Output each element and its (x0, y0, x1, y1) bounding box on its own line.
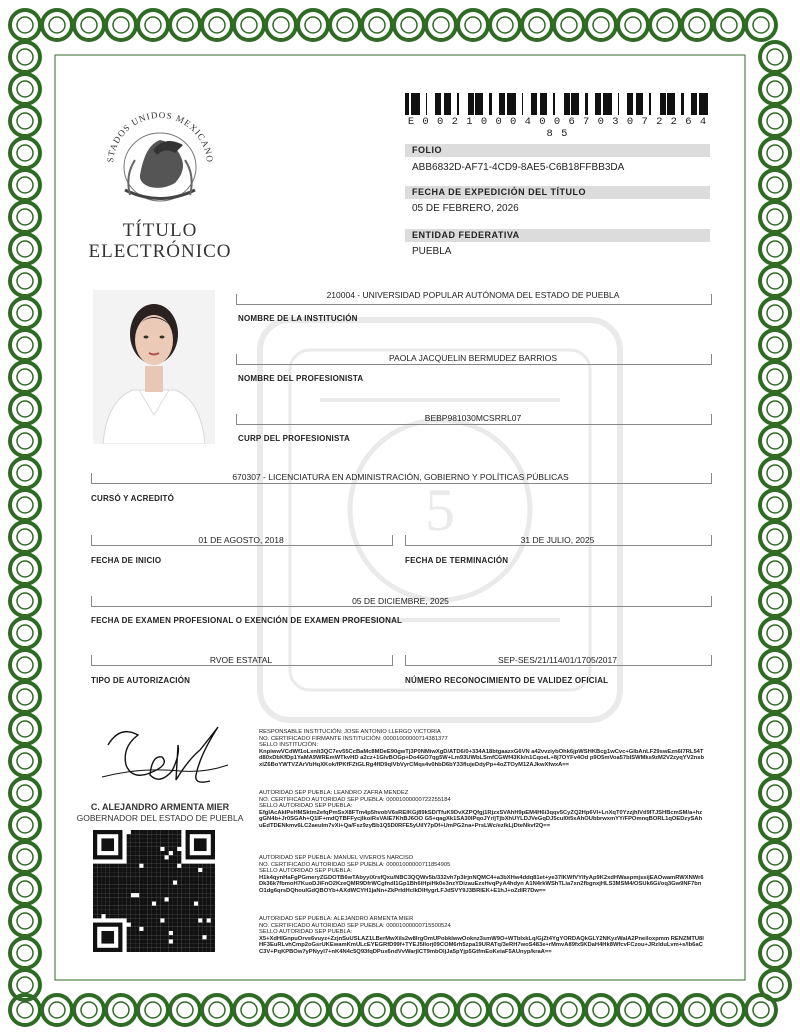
seal-line: AUTORIDAD SEP PUEBLA: MANUEL VIVEROS NARCISO (259, 855, 414, 861)
folio-value: ABB6832D-AF71-4CD9-8AE5-C6B18FFBB3DA (412, 162, 625, 173)
state-seal-watermark (230, 300, 650, 740)
profesionista-label: NOMBRE DEL PROFESIONISTA (238, 374, 364, 383)
watermark-number: 5 (425, 477, 455, 543)
curp-label: CURP DEL PROFESIONISTA (238, 434, 350, 443)
seal-hash: EfgIAcAkIPeHMSktm2efqPmSxX8FTm4p5hvobV6sREIKGj89kSD/TfuK9DvXZPQfgj1RjzxSVAhH9pEM4H6i3qqv5CyZQ2Hp6VI+LnXqT0YzzjhIVd9ITJSHBcmSM/a+hzgGN4b+Jr0SGAh+Q1IF+mdQTBFFycjIkoiRsVAlE7KhBJ6OO G5+qagXk1SA30lPqoJYr/jTjbXhUYLDJVeGqDJ5cuI0t5xAhOUbbrwxmYY/FPOmnqBORL1qOEDzySAhuEdTDENkmv6LC2aeuIm7vXi+Qa/Fsz9zyBb1Q5D0RFE5yUiIY7pDf+UmPG2na+PrsLWc/ezlkLjDteNkvf2Q== (259, 809, 703, 829)
digital-seal-block (259, 729, 705, 769)
firmante-name: C. ALEJANDRO ARMENTA MIER (90, 802, 230, 812)
institucion-value: 210004 - UNIVERSIDAD POPULAR AUTÓNOMA DEL ESTADO DE PUEBLA (326, 290, 620, 300)
qr-code (93, 830, 215, 952)
institucion-label: NOMBRE DE LA INSTITUCIÓN (238, 314, 358, 323)
rvoe-value: SEP-SES/21/114/01/1705/2017 (498, 655, 617, 665)
fecha-expedicion-value: 05 DE FEBRERO, 2026 (412, 203, 519, 214)
profesionista-value: PAOLA JACQUELIN BERMUDEZ BARRIOS (389, 353, 557, 363)
seal-line: SELLO AUTORIDAD SEP PUEBLA: (259, 868, 353, 875)
entidad-label: ENTIDAD FEDERATIVA (405, 229, 710, 242)
seal-line: SELLO INSTITUCIÓN: (259, 742, 318, 749)
fecha-examen-label: FECHA DE EXAMEN PROFESIONAL O EXENCIÓN DE EXAMEN PROFESIONAL (91, 616, 403, 625)
tipo-autorizacion-value: RVOE ESTATAL (209, 655, 273, 665)
seal-hash: KnpiwwVCdWf1oLxnIt3QC7ev55CcBaMc8MDeE90gwTj3P0NMiwXgD/ATD6/0+334A18btgaazxG6VN a42vvziybOhk6jpWSHKBcg1wCvc+GlbAnLF29swEzn6I7RL54Td80xDbKfDp1YaMA9WREmWTkvHD a2cz+1GlvBOGp+Do4GO7qg5W+Lm93UWbLSmfCGWf43Kk/n1CqoeL+8j7OYFv4Od p9O5mVoa57bISWMks9zM2V2zyqYV2nsbxlZ6BoYWTVZArVbHqXKok/fPKfFZtGLRg4fID9qlVbVyrCMqs4v0hbD6bY33flujeDdyPp+4oZTOyM12AJkwXfwxA== (259, 748, 705, 768)
seal-line: NO. CERTIFICADO AUTORIDAD SEP PUEBLA: 00001000000715500524 (259, 922, 451, 929)
seal-line: AUTORIDAD SEP PUEBLA: ALEJANDRO ARMENTA MIER (259, 916, 414, 922)
document-title (75, 220, 245, 262)
fecha-terminacion-value: 31 DE JULIO, 2025 (520, 535, 595, 545)
curp-value: BEBP981030MCSRRL07 (424, 413, 522, 423)
fecha-terminacion-label: FECHA DE TERMINACIÓN (405, 556, 509, 565)
rvoe-label: NÚMERO RECONOCIMIENTO DE VALIDEZ OFICIAL (405, 676, 609, 685)
firmante-cargo: GOBERNADOR DEL ESTADO DE PUEBLA (76, 813, 244, 823)
seal-line: AUTORIDAD SEP PUEBLA: LEANDRO ZAFRA MENDEZ (259, 790, 409, 796)
title-line-2: ELECTRÓNICO (88, 241, 232, 262)
fecha-inicio-label: FECHA DE INICIO (91, 556, 162, 565)
seal-line: NO. CERTIFICADO FIRMANTE INSTITUCIÓN: 00001000000714381377 (259, 735, 448, 742)
digital-seal-block (259, 916, 705, 956)
carrera-value: 670307 - LICENCIATURA EN ADMINISTRACIÓN, GOBIERNO Y POLÍTICAS PÚBLICAS (232, 472, 569, 482)
seal-hash: H1k4qynHaFgPGmeryZGDOTB6wTAbyyiXrsfQxu/NBC3QQWv5b/332vh7p3lrjnNQMC4+a3bXHw4ddq81et+ye37IKWfVYlfyAp9K2xdHWaspmjssijEAOwamRWXNWr6Dk36k7fbmoH7KuoDJiFnO2KzeQMR9DfrWCgfndI1Gp1Bh6iHpiHk0e3nzYDizauEzxHvqPyA4hdyn A1N4rkWShTLia7xn2fbgnxjHLS3MSM4/OSUk6Gi/oq3Gw9NF7bnO1dg6qrsDQhouIGdQBOYb+AXdWCYH1jaNn+ZkPrIdHcIkDIHygrLFJdSVY9J3BRIEK+E1hJ+oZdlR7Dw== (259, 874, 704, 894)
digital-seal-block (259, 855, 705, 895)
digital-seal-block (259, 790, 705, 830)
fecha-expedicion-label: FECHA DE EXPEDICIÓN DEL TÍTULO (405, 186, 710, 199)
seal-hash: X5+XdHIGnpuOrvs6vuyz+ZzjnSuUSLAZ1LBerMwXils2w8IrgOmUPobkIwwOoknz3smW9O+WTblxkLq/GjZt4YgYORDAQkGLY2NKyzWaIA2Pneiloxpmm RENZMTU8IHF3EuRLvhCmp2oGsrUKEwamKmULcEYEGRfD99f+TYEJ5lIorj09COM6rh5zpa19URATq/3eRH7woS483e+rMmvA89fx5KDaH4Hk8WfcvFCzou+JRzlduLvm+s/lb6aCC3V+PqKPBOw7yPNyyl7+nK4N4c5Q93fqDPux6ndVvWarjlCT9mbOljJa5pYjp5GtfmEoKeiaF5AUnyp/kraA== (259, 935, 704, 955)
coat-of-arms (95, 95, 225, 215)
title-line-1: TÍTULO (122, 220, 198, 241)
tipo-autorizacion-label: TIPO DE AUTORIZACIÓN (91, 676, 191, 685)
handwritten-signature (100, 705, 230, 800)
seal-text: STADOS UNIDOS MEXICANO (105, 109, 216, 164)
seal-line: NO. CERTIFICADO AUTORIDAD SEP PUEBLA: 00001000000722255184 (259, 796, 451, 803)
folio-label: FOLIO (405, 144, 710, 157)
seal-line: SELLO AUTORIDAD SEP PUEBLA: (259, 929, 353, 936)
seal-line: NO. CERTIFICADO AUTORIDAD SEP PUEBLA: 00001000000711854905 (259, 861, 451, 868)
professional-photo (93, 290, 215, 444)
carrera-label: CURSÓ Y ACREDITÓ (91, 494, 175, 503)
seal-line: SELLO AUTORIDAD SEP PUEBLA: (259, 803, 353, 810)
fecha-inicio-value: 01 DE AGOSTO, 2018 (198, 535, 284, 545)
barcode (405, 93, 710, 117)
entidad-value: PUEBLA (412, 246, 452, 257)
fecha-examen-value: 05 DE DICIEMBRE, 2025 (352, 596, 449, 606)
barcode-code: E 0 0 2 1 0 0 0 4 0 0 6 7 0 3 0 7 2 2 6 4 8 5 (407, 116, 708, 140)
seal-line: RESPONSABLE INSTITUCIÓN: JOSE ANTONIO LLERGO VICTORIA (259, 729, 441, 735)
